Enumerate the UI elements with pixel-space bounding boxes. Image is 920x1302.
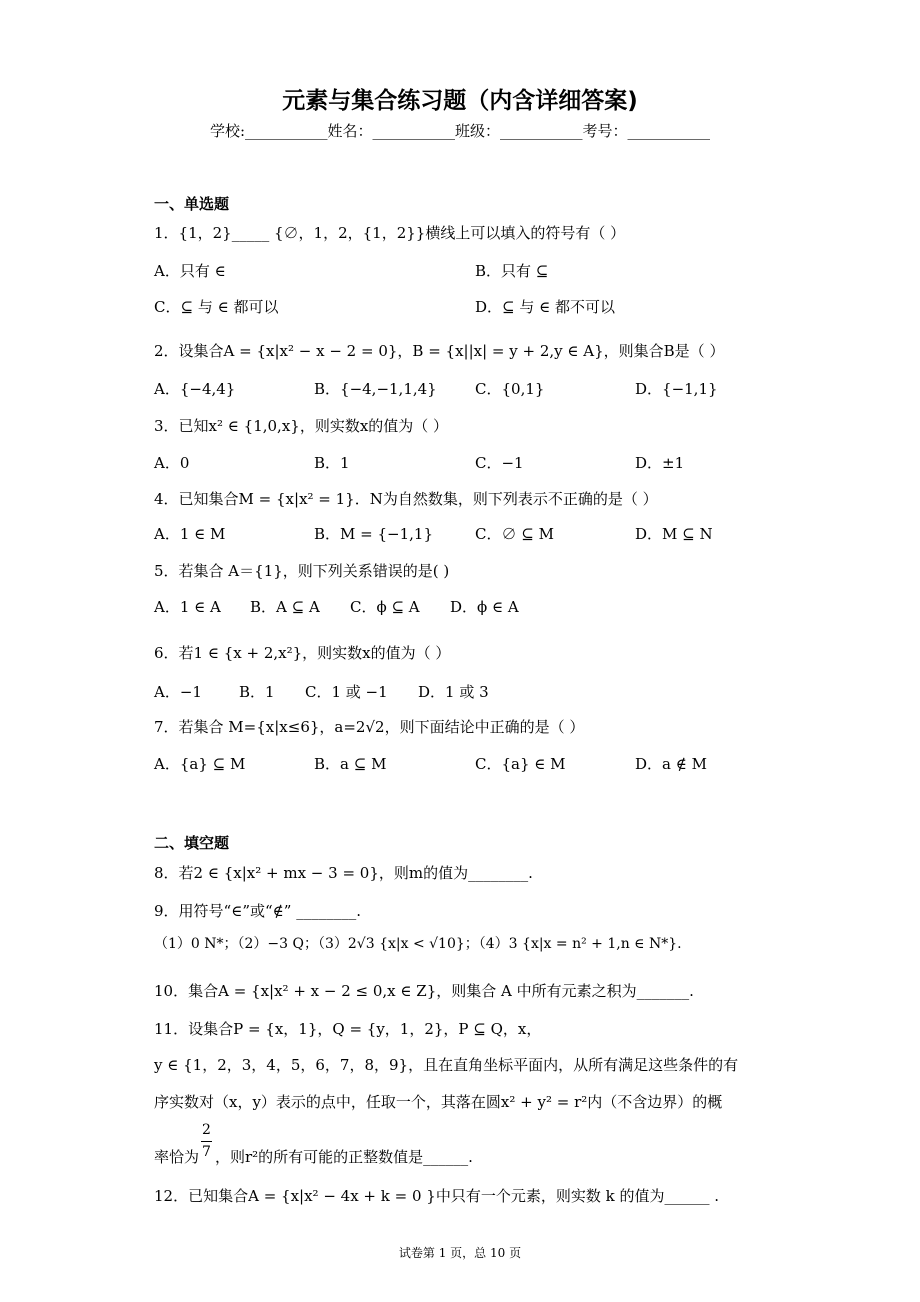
question-1-option-a: A．只有 ∈ [154,262,226,280]
question-5-stem: 5．若集合 A＝{1}，则下列关系错误的是( ) [154,562,450,580]
question-5-option-a: A．1 ∈ A [154,598,221,616]
question-3-option-a: A．0 [154,454,190,472]
question-2-stem: 2．设集合A = {x|x² − x − 2 = 0}，B = {x||x| = y + 2,y ∈ A}，则集合B是（ ） [154,342,725,360]
question-6-option-a: A．−1 [154,683,202,701]
question-3-option-d: D．±1 [635,454,685,472]
question-11-line-4-suffix: ，则r²的所有可能的正整数值是______. [215,1148,473,1166]
question-3-option-c: C．−1 [475,454,524,472]
question-7-option-a: A．{a} ⊆ M [154,755,246,773]
question-2-option-b: B．{−4,−1,1,4} [314,380,437,398]
question-10-stem: 10．集合A = {x|x² + x − 2 ≤ 0,x ∈ Z}，则集合 A 中所有元素之积为_______. [154,982,694,1000]
question-1-option-c: C．⊆ 与 ∈ 都可以 [154,298,279,316]
question-7-option-c: C．{a} ∈ M [475,755,566,773]
question-3-option-b: B．1 [314,454,350,472]
question-4-option-c: C．∅ ⊆ M [475,525,554,543]
question-6-stem: 6．若1 ∈ {x + 2,x²}，则实数x的值为（ ） [154,644,451,662]
question-1-stem: 1．{1，2}_____ {∅，1，2，{1，2}}横线上可以填入的符号有（ ） [154,224,626,242]
question-4-stem: 4．已知集合M = {x|x² = 1}．N为自然数集，则下列表示不正确的是（ ） [154,490,658,508]
question-7-option-b: B．a ⊆ M [314,755,387,773]
question-2-option-c: C．{0,1} [475,380,545,398]
page-footer: 试卷第 1 页，总 10 页 [398,1246,522,1260]
question-2-option-a: A．{−4,4} [154,380,236,398]
question-4-option-b: B．M = {−1,1} [314,525,433,543]
question-8-stem: 8．若2 ∈ {x|x² + mx − 3 = 0}，则m的值为________. [154,864,533,882]
question-11-line-4-prefix: 率恰为 [154,1148,200,1166]
section-fill-blank: 二、填空题 [154,834,230,852]
question-11-line-2: y ∈ {1，2，3，4，5，6，7，8，9}，且在直角坐标平面内，从所有满足这些条件的有 [154,1056,739,1074]
question-1-option-d: D．⊆ 与 ∈ 都不可以 [475,298,616,316]
question-11-fraction-denominator: 7 [202,1144,211,1160]
question-9-subparts: （1）0 N*；（2）−3 Q；（3）2√3 {x|x < √10}；（4）3 {x|x = n² + 1,n ∈ N*}. [154,936,682,952]
page-title: 元素与集合练习题（内含详细答案) [282,88,638,114]
question-11-line-3: 序实数对（x，y）表示的点中，任取一个，其落在圆x² + y² = r²内（不含边界）的概 [154,1093,723,1111]
question-9-stem: 9．用符号“∈”或“∉” ________. [154,902,361,920]
question-5-option-c: C．ϕ ⊆ A [350,598,420,616]
question-6-option-d: D．1 或 3 [418,683,489,701]
question-11-fraction-bar [201,1141,212,1142]
question-1-option-b: B．只有 ⊆ [475,262,549,280]
question-7-option-d: D．a ∉ M [635,755,707,773]
question-11-line-1: 11．设集合P = {x，1}，Q = {y，1，2}，P ⊆ Q，x， [154,1020,542,1038]
question-3-stem: 3．已知x² ∈ {1,0,x}，则实数x的值为（ ） [154,417,449,435]
question-5-option-d: D．ϕ ∈ A [450,598,519,616]
question-12-stem: 12．已知集合A = {x|x² − 4x + k = 0 }中只有一个元素，则实数 k 的值为______ . [154,1187,719,1205]
question-6-option-c: C．1 或 −1 [305,683,388,701]
question-4-option-a: A．1 ∈ M [154,525,226,543]
question-11-fraction-numerator: 2 [202,1122,211,1138]
question-5-option-b: B．A ⊆ A [250,598,320,616]
question-4-option-d: D．M ⊆ N [635,525,713,543]
student-info-line: 学校:___________姓名：___________班级：___________考号：___________ [209,122,711,140]
question-7-stem: 7．若集合 M={x|x≤6}，a=2√2，则下面结论中正确的是（ ） [154,718,585,736]
question-6-option-b: B．1 [239,683,275,701]
question-2-option-d: D．{−1,1} [635,380,718,398]
section-single-choice: 一、单选题 [154,195,230,213]
